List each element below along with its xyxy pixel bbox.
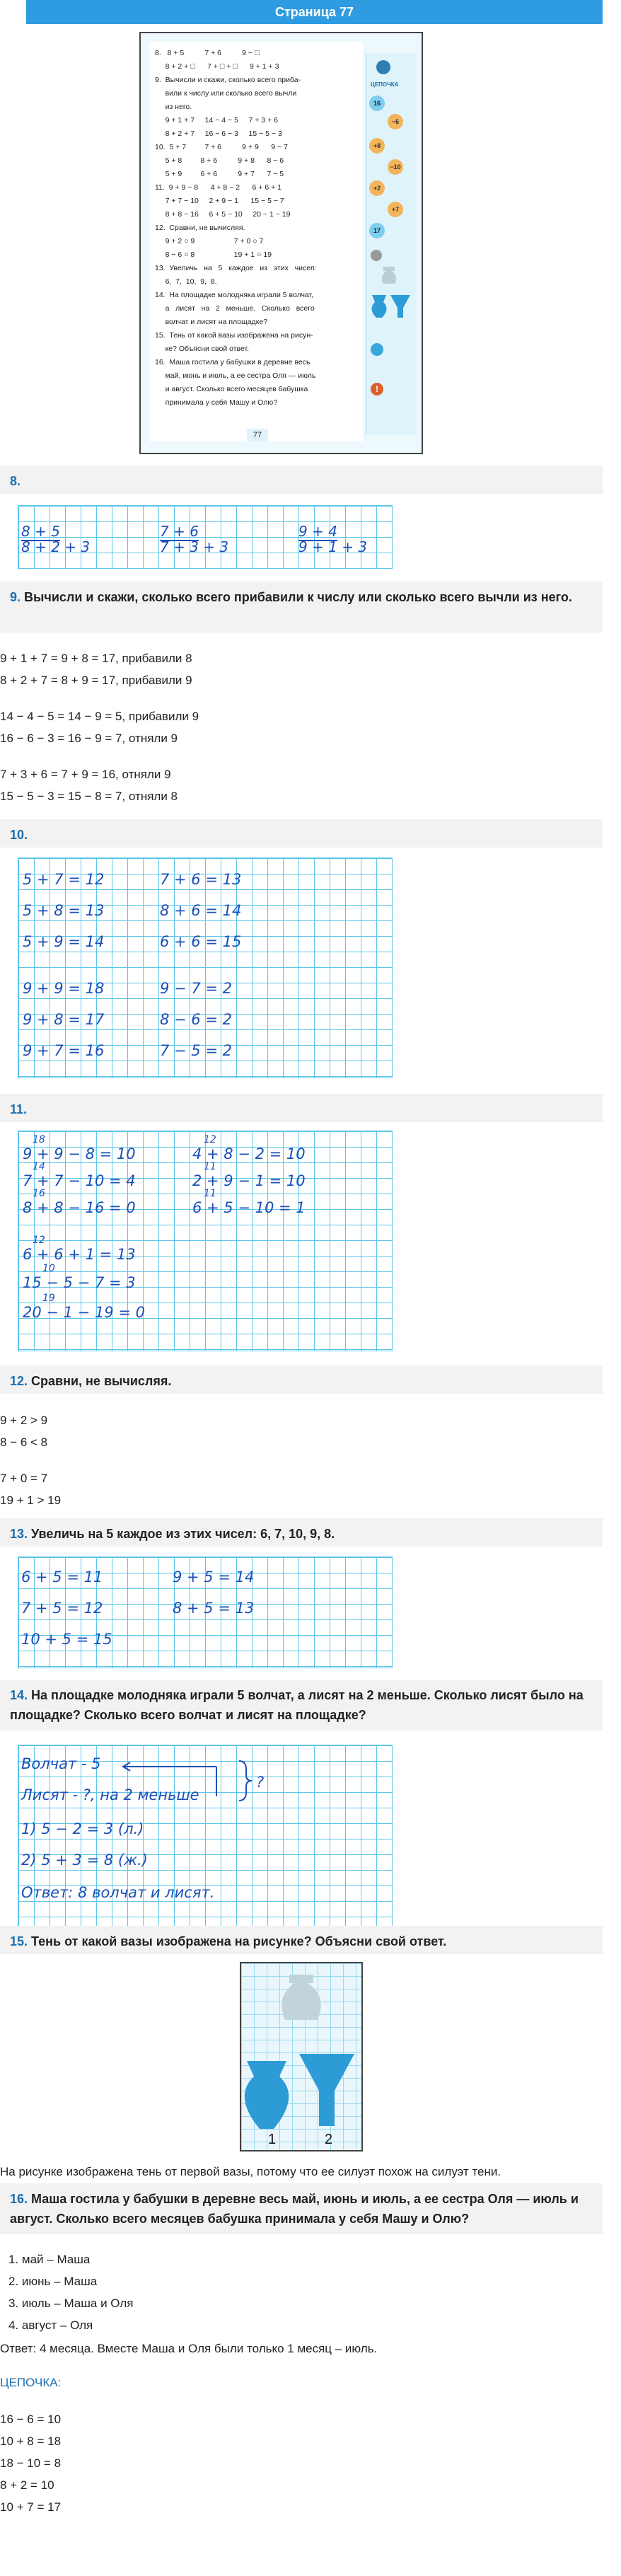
textbook-line: ке? Объясни свой ответ. [155,345,250,353]
textbook-line: 8 + 2 + 7 16 − 6 − 3 15 − 5 − 3 [155,129,282,138]
expr: 5 + 7 = 12 [23,871,105,888]
section-10-grid [18,857,393,1078]
expr: 6 + 6 = 15 [160,933,242,950]
textbook-line: 11. 9 + 9 − 8 4 + 8 − 2 6 + 6 + 1 [155,183,282,192]
textbook-line: а лисят на 2 меньше. Сколько всего [155,304,315,313]
expr: 9 + 7 = 16 [23,1042,105,1059]
answer-line: 7 + 3 + 6 = 7 + 9 = 16, отняли 9 [0,768,171,781]
textbook-left-column [149,42,363,441]
answer-text: Ответ: 4 месяца. Вместе Маша и Оля были только 1 месяц – июль. [0,2342,378,2355]
expr: 10 + 5 = 15 [21,1631,112,1648]
textbook-line: вили к числу или сколько всего вычли [155,89,297,98]
expr: 8 + 2 + 3 [21,538,91,555]
expr: 8 + 5 = 13 [173,1600,255,1617]
section-14-header: 14. На площадке молодняка играли 5 волчат, а лисят на 2 меньше. Сколько лисят было на площадке? Сколько всего волчат и лисят на площадке? [0,1680,603,1731]
section-10-header: 10. [0,819,603,848]
helper-number: 14 [33,1161,45,1172]
expr: 5 + 9 = 14 [23,933,105,950]
textbook-line: 9 + 1 + 7 14 − 4 − 5 7 + 3 + 6 [155,116,278,125]
answer-line: 14 − 4 − 5 = 14 − 9 = 5, прибавили 9 [0,710,199,723]
answer-line: Ответ: 8 волчат и лисят. [21,1884,215,1901]
chain-node-end: 17 [369,223,385,238]
expr: 7 + 6 [160,523,199,540]
solution-line: 2) 5 + 3 = 8 (ж.) [21,1852,148,1869]
chain-node: +8 [369,138,385,154]
section-13-grid [18,1556,393,1668]
vase-label: 1 [268,2132,277,2147]
expr: 6 + 5 − 10 = 1 [192,1199,306,1216]
textbook-line: 5 + 9 6 + 6 9 + 7 7 − 5 [155,170,284,178]
expr: 8 − 6 = 2 [160,1011,232,1028]
chain-line: 10 + 7 = 17 [0,2500,62,2514]
bracket-arrow-icon [117,1758,259,1808]
section-13-header: 13. Увеличь на 5 каждое из этих чисел: 6, 7, 10, 9, 8. [0,1518,603,1547]
solution-line: 1) 5 − 2 = 3 (л.) [21,1820,144,1837]
textbook-line: 9. Вычисли и скажи, сколько всего приба- [155,76,301,84]
answer-line: 16 − 6 − 3 = 16 − 9 = 7, отняли 9 [0,732,178,745]
exclamation-icon: ! [371,383,383,395]
textbook-line: 7 + 7 − 10 2 + 9 − 1 15 − 5 − 7 [155,197,284,205]
textbook-line: из него. [155,103,192,111]
helper-number: 12 [204,1134,216,1145]
expr: 8 + 8 − 16 = 0 [23,1199,136,1216]
answer-line: 15 − 5 − 3 = 15 − 8 = 7, отняли 8 [0,790,178,803]
expr: 15 − 5 − 7 = 3 [23,1274,136,1291]
section-11-grid [18,1131,393,1351]
chain-node: −10 [388,159,403,175]
expr: 8 + 5 [21,523,60,540]
helper-number: 10 [42,1263,55,1274]
vases-drawing-icon [241,1963,361,2150]
chain-heading: ЦЕПОЧКА: [0,2376,62,2389]
expr: 5 + 8 = 13 [23,902,105,919]
expr: 7 + 7 − 10 = 4 [23,1172,136,1189]
expr: 4 + 8 − 2 = 10 [192,1145,306,1162]
textbook-line: 8 + 8 − 16 6 + 5 − 10 20 − 1 − 19 [155,210,291,219]
answer-line: 19 + 1 > 19 [0,1494,62,1507]
condition-line: Лисят - ?, на 2 меньше [21,1786,199,1803]
expr: 9 + 1 + 3 [298,538,368,555]
textbook-line: 12. Сравни, не вычисляя. [155,224,245,232]
textbook-line: 10. 5 + 7 7 + 6 9 + 9 9 − 7 [155,143,288,151]
answer-line: 9 + 1 + 7 = 9 + 8 = 17, прибавили 8 [0,652,192,665]
textbook-line: 15. Тень от какой вазы изображена на рисун- [155,331,313,340]
textbook-chain-column [366,53,416,435]
expr: 2 + 9 − 1 = 10 [192,1172,306,1189]
textbook-line: 14. На площадке молодняка играли 5 волчат, [155,291,314,299]
chain-line: 8 + 2 = 10 [0,2478,54,2492]
expr: 7 + 6 = 13 [160,871,242,888]
section-12-header: 12. Сравни, не вычисляя. [0,1365,603,1394]
chain-node: −6 [388,114,403,129]
chain-node-start: 16 [369,96,385,111]
section-8-header: 8. [0,466,603,494]
list-item: 2. июнь – Маша [8,2275,98,2288]
expr: 9 + 9 = 18 [23,980,105,997]
section-16-header: 16. Маша гостила у бабушки в деревне весь май, июнь и июль, а ее сестра Оля — июль и август. Сколько всего месяцев бабушка принимала у себя Машу и Олю? [0,2183,603,2234]
list-item: 4. август – Оля [8,2318,93,2332]
answer-text: На рисунке изображена тень от первой вазы, потому что ее силуэт похож на силуэт тени. [0,2165,501,2178]
helper-number: 19 [42,1293,55,1304]
textbook-page-number: 77 [247,429,268,441]
section-14-grid [18,1745,393,1934]
expr: 9 + 9 − 8 = 10 [23,1145,136,1162]
page-title: Страница 77 [26,0,603,24]
chain-line: 18 − 10 = 8 [0,2456,62,2470]
section-15-header: 15. Тень от какой вазы изображена на рисунке? Объясни свой ответ. [0,1926,603,1954]
expr: 7 + 3 + 3 [160,538,229,555]
textbook-line: 8 − 6 ○ 8 19 + 1 ○ 19 [155,250,272,259]
textbook-page-image [139,32,423,454]
textbook-line: 5 + 8 8 + 6 9 + 8 8 − 6 [155,156,284,165]
helper-number: 18 [33,1134,45,1145]
expr: 6 + 5 = 11 [21,1569,103,1586]
textbook-line: 6, 7, 10, 9, 8. [155,277,217,286]
vase-label: 2 [325,2132,333,2147]
chain-heading: ЦЕПОЧКА [371,81,399,88]
section-8-grid [18,505,393,569]
expr: 9 + 8 = 17 [23,1011,105,1028]
textbook-line: волчат и лисят на площадке? [155,318,268,326]
expr: 9 + 5 = 14 [173,1569,255,1586]
vases-icon [369,265,414,329]
chain-line: 16 − 6 = 10 [0,2413,62,2426]
section-9-header: 9. Вычисли и скажи, сколько всего прибавили к числу или сколько всего вычли из него. [0,582,603,633]
textbook-line: 8 + 2 + □ 7 + □ + □ 9 + 1 + 3 [155,62,279,71]
chain-node: +2 [369,180,385,196]
list-item: 1. май – Маша [8,2253,91,2266]
textbook-line: май, июнь и июль, а ее сестра Оля — июль [155,371,316,380]
textbook-line: 16. Маша гостила у бабушки в деревне весь [155,358,310,366]
section-11-header: 11. [0,1094,603,1122]
expr: 9 − 7 = 2 [160,980,232,997]
answer-line: 8 − 6 < 8 [0,1436,48,1449]
list-item: 3. июль – Маша и Оля [8,2297,134,2310]
expr: 6 + 6 + 1 = 13 [23,1246,136,1263]
helper-number: 11 [204,1161,216,1172]
textbook-line: принимала у себя Машу и Олю? [155,398,278,407]
globe-icon [376,60,390,74]
expr: 7 − 5 = 2 [160,1042,232,1059]
expr: 20 − 1 − 19 = 0 [23,1304,146,1321]
month-list [8,2248,133,2336]
expr: 8 + 6 = 14 [160,902,242,919]
expr: 9 + 4 [298,523,337,540]
helper-number: 11 [204,1188,216,1199]
owl-icon [371,250,382,261]
vases-figure [240,1962,363,2152]
chain-line: 10 + 8 = 18 [0,2435,62,2448]
dot-icon [371,343,383,356]
answer-line: 8 + 2 + 7 = 8 + 9 = 17, прибавили 9 [0,674,192,687]
textbook-line: 8. 8 + 5 7 + 6 9 − □ [155,49,260,57]
textbook-line: и август. Сколько всего месяцев бабушка [155,385,308,393]
answer-line: 7 + 0 = 7 [0,1472,48,1485]
question-mark: ? [256,1774,265,1791]
answer-line: 9 + 2 > 9 [0,1414,48,1427]
textbook-line: 9 + 2 ○ 9 7 + 0 ○ 7 [155,237,264,246]
textbook-line: 13. Увеличь на 5 каждое из этих чисел: [155,264,317,272]
helper-number: 12 [33,1235,45,1246]
condition-line: Волчат - 5 [21,1755,101,1772]
helper-number: 16 [33,1188,45,1199]
expr: 7 + 5 = 12 [21,1600,103,1617]
chain-node: +7 [388,202,403,217]
